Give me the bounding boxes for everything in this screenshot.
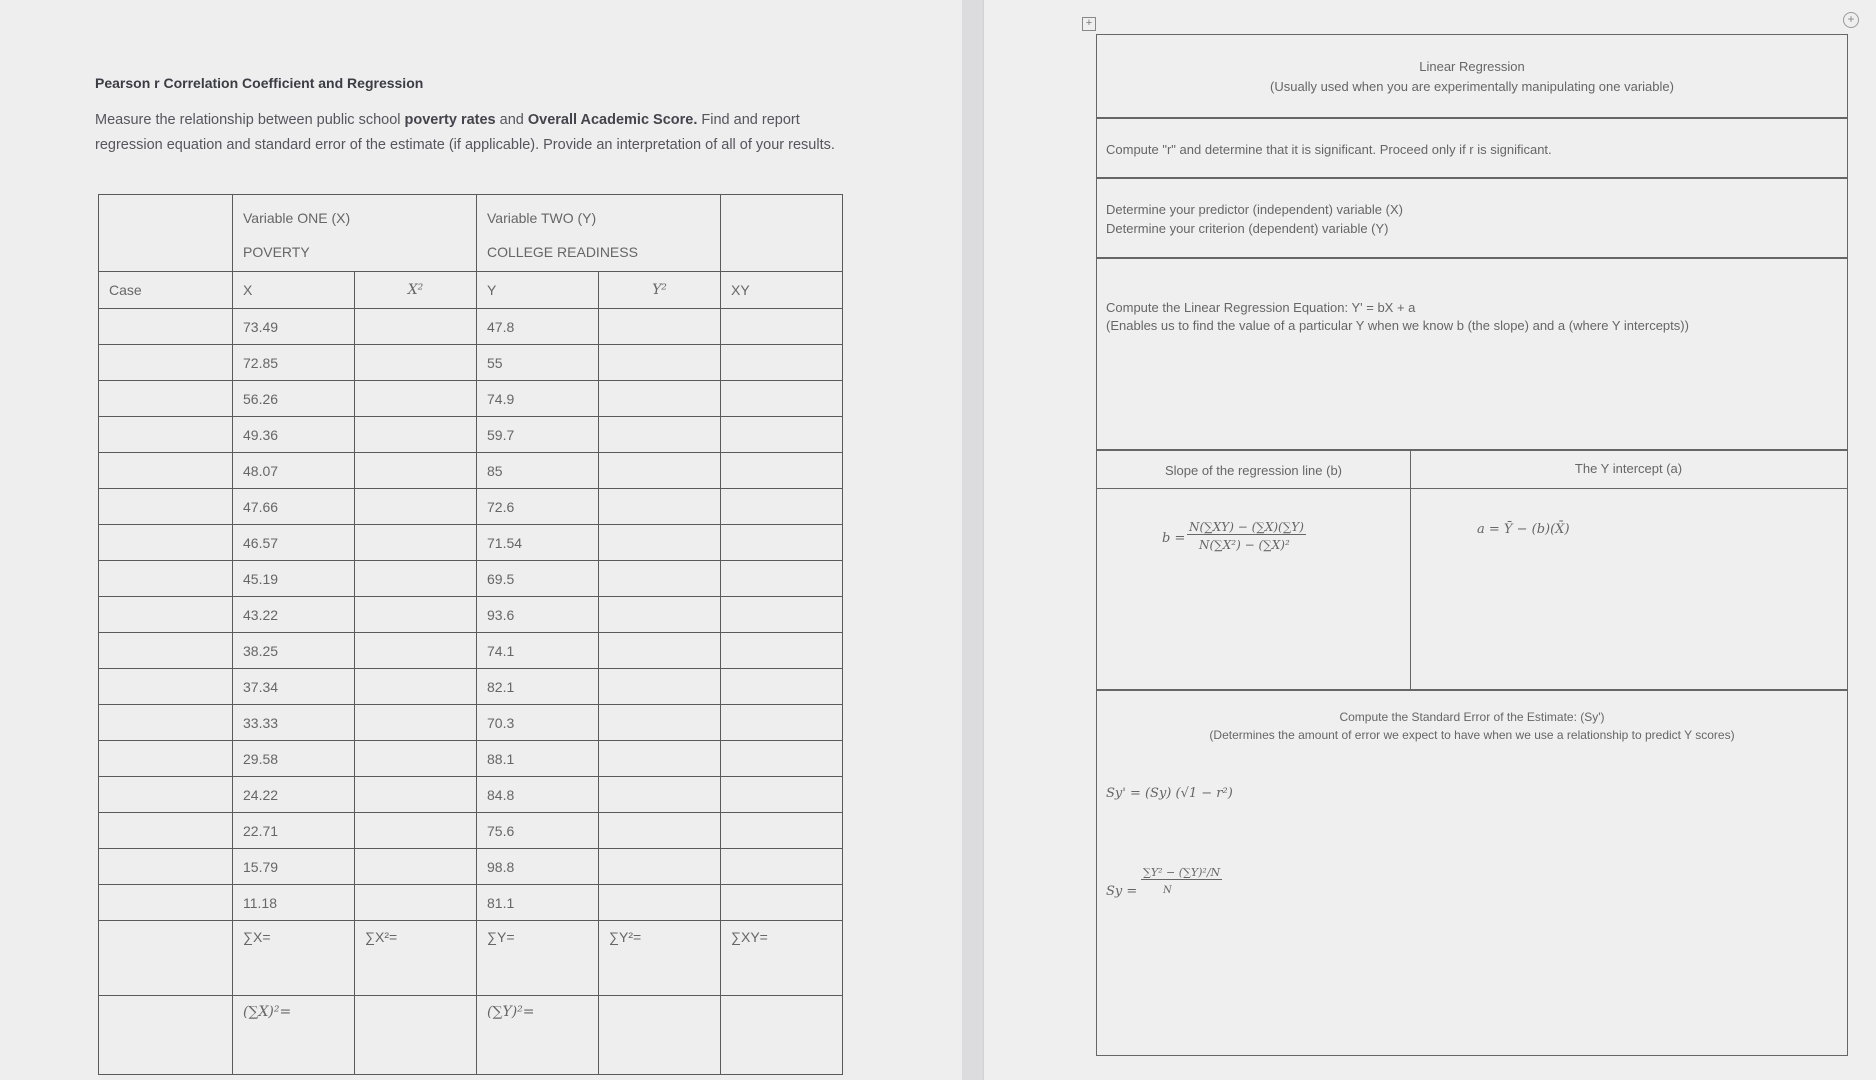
y2-cell[interactable]	[599, 705, 721, 741]
col-header-x: X	[233, 272, 355, 309]
x2-cell[interactable]	[355, 705, 477, 741]
xy-cell[interactable]	[721, 813, 843, 849]
case-cell[interactable]	[99, 561, 233, 597]
xy-cell[interactable]	[721, 777, 843, 813]
sum-y2-cell[interactable]: ∑Y²=	[599, 921, 721, 996]
y2-cell[interactable]	[599, 489, 721, 525]
x-cell[interactable]: 43.22	[233, 597, 355, 633]
header-empty-cell	[721, 195, 843, 272]
y-cell[interactable]: 93.6	[477, 597, 599, 633]
case-cell[interactable]	[99, 705, 233, 741]
se-title: Compute the Standard Error of the Estimate: (Sy')	[1339, 710, 1605, 724]
x-cell[interactable]: 45.19	[233, 561, 355, 597]
xy-cell[interactable]	[721, 453, 843, 489]
col-header-xy: XY	[721, 272, 843, 309]
sum-x-cell[interactable]: ∑X=	[233, 921, 355, 996]
data-table	[98, 194, 843, 1075]
y-cell[interactable]: 59.7	[477, 417, 599, 453]
table-row	[99, 777, 843, 813]
x2-cell[interactable]	[355, 525, 477, 561]
table-row	[99, 813, 843, 849]
case-cell[interactable]	[99, 525, 233, 561]
sy-formula-lhs: Sy =	[1106, 884, 1138, 899]
xy-cell[interactable]	[721, 309, 843, 345]
x-cell[interactable]: 72.85	[233, 345, 355, 381]
square-row-empty	[99, 996, 233, 1075]
compute-r-box	[1096, 117, 1848, 179]
compute-r-text: Compute "r" and determine that it is significant. Proceed only if r is significant.	[1106, 142, 1552, 157]
x2-cell[interactable]	[355, 381, 477, 417]
table-row	[99, 705, 843, 741]
col-header-x2: X²	[355, 272, 477, 309]
y2-cell[interactable]	[599, 561, 721, 597]
y-cell[interactable]: 69.5	[477, 561, 599, 597]
y-cell[interactable]: 70.3	[477, 705, 599, 741]
x-cell[interactable]: 24.22	[233, 777, 355, 813]
table-row	[99, 633, 843, 669]
case-cell[interactable]	[99, 849, 233, 885]
x-cell[interactable]: 56.26	[233, 381, 355, 417]
y2-cell[interactable]	[599, 597, 721, 633]
case-cell[interactable]	[99, 489, 233, 525]
add-circle-icon[interactable]: +	[1843, 12, 1859, 28]
x-cell[interactable]: 33.33	[233, 705, 355, 741]
xy-cell[interactable]	[721, 345, 843, 381]
y2-cell[interactable]	[599, 417, 721, 453]
sum-row-empty	[99, 921, 233, 996]
table-move-icon[interactable]: +	[1082, 17, 1096, 31]
sy-formula-denominator: N	[1163, 885, 1172, 896]
y2-cell[interactable]	[599, 525, 721, 561]
x-cell[interactable]: 11.18	[233, 885, 355, 921]
x-cell[interactable]: 37.34	[233, 669, 355, 705]
x2-cell[interactable]	[355, 813, 477, 849]
y2-cell[interactable]	[599, 885, 721, 921]
y-cell[interactable]: 72.6	[477, 489, 599, 525]
case-cell[interactable]	[99, 345, 233, 381]
document-title: Pearson r Correlation Coefficient and Regression	[95, 75, 424, 91]
y2-cell[interactable]	[599, 381, 721, 417]
case-cell[interactable]	[99, 885, 233, 921]
y2-cell[interactable]	[599, 669, 721, 705]
table-corner-cell	[99, 195, 233, 272]
x2-cell[interactable]	[355, 741, 477, 777]
x2-cell[interactable]	[355, 777, 477, 813]
se-formula: Sy' = (Sy) (√1 − r²)	[1106, 786, 1233, 801]
x2-cell[interactable]	[355, 417, 477, 453]
xy-cell[interactable]	[721, 489, 843, 525]
table-row	[99, 597, 843, 633]
y2-cell[interactable]	[599, 777, 721, 813]
slope-intercept-divider	[1410, 450, 1411, 690]
case-cell[interactable]	[99, 309, 233, 345]
y2-cell[interactable]	[599, 633, 721, 669]
case-cell[interactable]	[99, 381, 233, 417]
x-cell[interactable]: 48.07	[233, 453, 355, 489]
y-cell[interactable]: 81.1	[477, 885, 599, 921]
col-header-y: Y	[477, 272, 599, 309]
xy-cell[interactable]	[721, 885, 843, 921]
slope-header-line	[1097, 488, 1847, 489]
sy-formula-numerator: ∑Y² − (∑Y)²/N	[1143, 866, 1221, 879]
table-row	[99, 669, 843, 705]
xy-cell[interactable]	[721, 669, 843, 705]
xy-cell[interactable]	[721, 381, 843, 417]
x2-cell[interactable]	[355, 633, 477, 669]
x2-cell[interactable]	[355, 669, 477, 705]
xy-cell[interactable]	[721, 741, 843, 777]
equation-line2: (Enables us to find the value of a particular Y when we know b (the slope) and a (where Y intercepts))	[1106, 318, 1689, 333]
table-row	[99, 849, 843, 885]
y-cell[interactable]: 75.6	[477, 813, 599, 849]
x2-cell[interactable]	[355, 309, 477, 345]
x2-cell[interactable]	[355, 597, 477, 633]
intercept-formula: a = Ȳ − (b)(X̄)	[1477, 522, 1570, 537]
regression-equation-box	[1096, 257, 1848, 451]
slope-header: Slope of the regression line (b)	[1164, 463, 1343, 478]
y2-cell[interactable]	[599, 345, 721, 381]
col-header-y2: Y²	[599, 272, 721, 309]
table-row	[99, 489, 843, 525]
table-row	[99, 561, 843, 597]
sum-xy-cell[interactable]: ∑XY=	[721, 921, 843, 996]
criterion-text: Determine your criterion (dependent) variable (Y)	[1106, 221, 1389, 236]
xy-cell[interactable]	[721, 633, 843, 669]
slope-formula-numerator: N(∑XY) − (∑X)(∑Y)	[1189, 520, 1304, 534]
y-cell[interactable]: 74.9	[477, 381, 599, 417]
square-sum-x-cell[interactable]: (∑X)²=	[233, 996, 355, 1075]
table-row	[99, 885, 843, 921]
x2-cell[interactable]	[355, 849, 477, 885]
y-cell[interactable]: 71.54	[477, 525, 599, 561]
slope-formula-denominator: N(∑X²) − (∑X)²	[1199, 538, 1290, 552]
y-cell[interactable]: 85	[477, 453, 599, 489]
table-row	[99, 345, 843, 381]
se-subtitle: (Determines the amount of error we expect to have when we use a relationship to predict Y scores)	[1209, 728, 1735, 742]
xy-cell[interactable]	[721, 849, 843, 885]
table-row	[99, 309, 843, 345]
xy-cell[interactable]	[721, 417, 843, 453]
y-cell[interactable]: 98.8	[477, 849, 599, 885]
table-row	[99, 525, 843, 561]
y-cell[interactable]: 84.8	[477, 777, 599, 813]
variable-two-header: Variable TWO (Y) COLLEGE READINESS	[477, 195, 721, 272]
y2-cell[interactable]	[599, 813, 721, 849]
case-cell[interactable]	[99, 741, 233, 777]
variable-one-header: Variable ONE (X) POVERTY	[233, 195, 477, 272]
case-cell[interactable]	[99, 417, 233, 453]
square-row-empty-4[interactable]	[721, 996, 843, 1075]
x2-cell[interactable]	[355, 453, 477, 489]
slope-formula-lhs: b =	[1162, 531, 1186, 546]
y2-cell[interactable]	[599, 453, 721, 489]
y-cell[interactable]: 47.8	[477, 309, 599, 345]
x-cell[interactable]: 15.79	[233, 849, 355, 885]
intercept-header: The Y intercept (a)	[1574, 461, 1683, 476]
standard-error-box	[1096, 689, 1848, 1056]
case-cell[interactable]	[99, 633, 233, 669]
y2-cell[interactable]	[599, 741, 721, 777]
xy-cell[interactable]	[721, 597, 843, 633]
square-row-empty-3[interactable]	[599, 996, 721, 1075]
case-cell[interactable]	[99, 597, 233, 633]
y-cell[interactable]: 88.1	[477, 741, 599, 777]
document-instructions: Measure the relationship between public school poverty rates and Overall Academic Score. Find and report regression equation and standard error of the estimate (if applicable). Provide an interpretation of all of your results.	[95, 112, 835, 153]
x-cell[interactable]: 47.66	[233, 489, 355, 525]
square-sum-y-cell[interactable]: (∑Y)²=	[477, 996, 599, 1075]
linear-regression-title-box	[1096, 34, 1848, 119]
x-cell[interactable]: 49.36	[233, 417, 355, 453]
col-header-case: Case	[99, 272, 233, 309]
table-row	[99, 741, 843, 777]
equation-line1: Compute the Linear Regression Equation: Y' = bX + a	[1106, 300, 1416, 315]
case-cell[interactable]	[99, 777, 233, 813]
sum-x2-cell[interactable]: ∑X²=	[355, 921, 477, 996]
lr-title: Linear Regression	[1419, 59, 1525, 74]
sum-y-cell[interactable]: ∑Y=	[477, 921, 599, 996]
x2-cell[interactable]	[355, 885, 477, 921]
x-cell[interactable]: 73.49	[233, 309, 355, 345]
variables-box	[1096, 177, 1848, 259]
x-cell[interactable]: 29.58	[233, 741, 355, 777]
y-cell[interactable]: 74.1	[477, 633, 599, 669]
x2-cell[interactable]	[355, 561, 477, 597]
table-row	[99, 417, 843, 453]
x-cell[interactable]: 22.71	[233, 813, 355, 849]
table-row	[99, 453, 843, 489]
lr-subtitle: (Usually used when you are experimentally manipulating one variable)	[1270, 79, 1674, 94]
y2-cell[interactable]	[599, 849, 721, 885]
case-cell[interactable]	[99, 453, 233, 489]
xy-cell[interactable]	[721, 705, 843, 741]
x2-cell[interactable]	[355, 345, 477, 381]
predictor-text: Determine your predictor (independent) variable (X)	[1106, 202, 1403, 217]
x2-cell[interactable]	[355, 489, 477, 525]
case-cell[interactable]	[99, 669, 233, 705]
xy-cell[interactable]	[721, 561, 843, 597]
case-cell[interactable]	[99, 813, 233, 849]
y2-cell[interactable]	[599, 309, 721, 345]
y-cell[interactable]: 55	[477, 345, 599, 381]
xy-cell[interactable]	[721, 525, 843, 561]
x-cell[interactable]: 38.25	[233, 633, 355, 669]
page-gap	[962, 0, 984, 1080]
x-cell[interactable]: 46.57	[233, 525, 355, 561]
table-row	[99, 381, 843, 417]
square-row-empty-2[interactable]	[355, 996, 477, 1075]
y-cell[interactable]: 82.1	[477, 669, 599, 705]
slope-intercept-box	[1096, 449, 1848, 691]
